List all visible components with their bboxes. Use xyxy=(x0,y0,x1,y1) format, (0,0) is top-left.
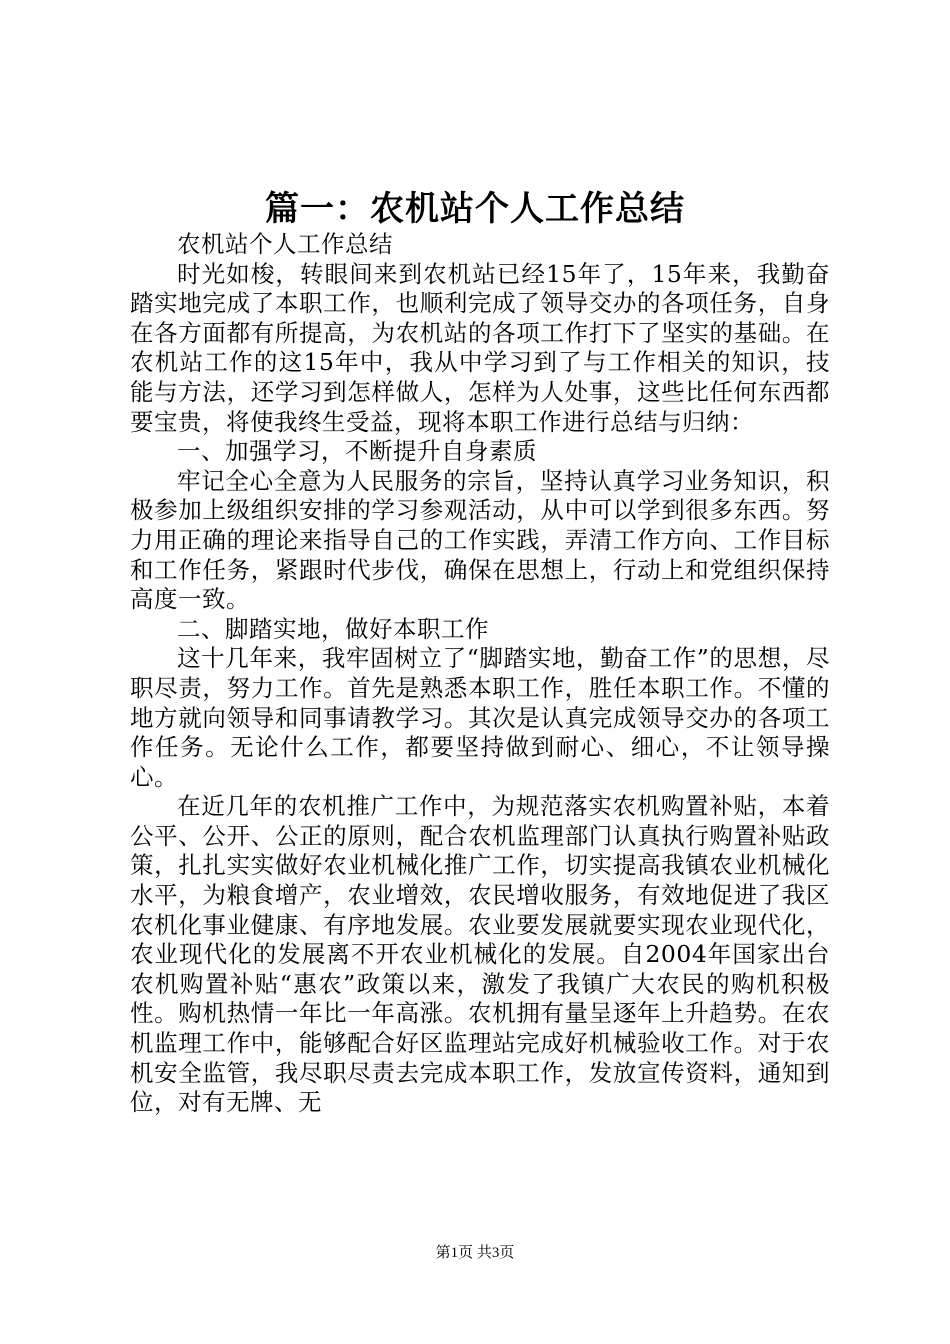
section-heading-1: 一、加强学习，不断提升自身素质 xyxy=(177,437,537,466)
paragraph-intro: 时光如梭，转眼间来到农机站已经15年了，15年来，我勤奋踏实地完成了本职工作，也顺利完成了领导交办的各项任务，自身在各方面都有所提高，为农机站的各项工作打下了坚实的基础。在农机站工作的这15年中，我从中学习到了与工作相关的知识，技能与方法，还学习到怎样做人，怎样为人处事，这些比任何东西都要宝贵，将使我终生受益，现将本职工作进行总结与归纳： xyxy=(130,259,830,436)
paragraph-study: 牢记全心全意为人民服务的宗旨，坚持认真学习业务知识，积极参加上级组织安排的学习参观活动，从中可以学到很多东西。努力用正确的理论来指导自己的工作实践，弄清工作方向、工作目标和工作任务，紧跟时代步伐，确保在思想上，行动上和党组织保持高度一致。 xyxy=(130,466,830,614)
paragraph-promotion: 在近几年的农机推广工作中，为规范落实农机购置补贴，本着公平、公开、公正的原则，配合农机监理部门认真执行购置补贴政策，扎扎实实做好农业机械化推广工作，切实提高我镇农业机械化水平，为粮食增产，农业增效，农民增收服务，有效地促进了我区农机化事业健康、有序地发展。农业要发展就要实现农业现代化，农业现代化的发展离不开农业机械化的发展。自2004年国家出台农机购置补贴“惠农”政策以来，激发了我镇广大农民的购机积极性。购机热情一年比一年高涨。农机拥有量呈逐年上升趋势。在农机监理工作中，能够配合好区监理站完成好机械验收工作。对于农机安全监管，我尽职尽责去完成本职工作，发放宣传资料，通知到位，对有无牌、无 xyxy=(130,792,830,1117)
paragraph-duty: 这十几年来，我牢固树立了“脚踏实地，勤奋工作”的思想，尽职尽责，努力工作。首先是熟悉本职工作，胜任本职工作。不懂的地方就向领导和同事请教学习。其次是认真完成领导交办的各项工作任务。无论什么工作，都要坚持做到耐心、细心，不让领导操心。 xyxy=(130,644,830,791)
page-footer: 第1页 共3页 xyxy=(435,1245,515,1261)
paragraph-subtitle: 农机站个人工作总结 xyxy=(177,230,393,258)
document-title: 篇一：农机站个人工作总结 xyxy=(265,189,685,229)
section-heading-2: 二、脚踏实地，做好本职工作 xyxy=(177,614,489,643)
document-body xyxy=(130,230,830,1118)
